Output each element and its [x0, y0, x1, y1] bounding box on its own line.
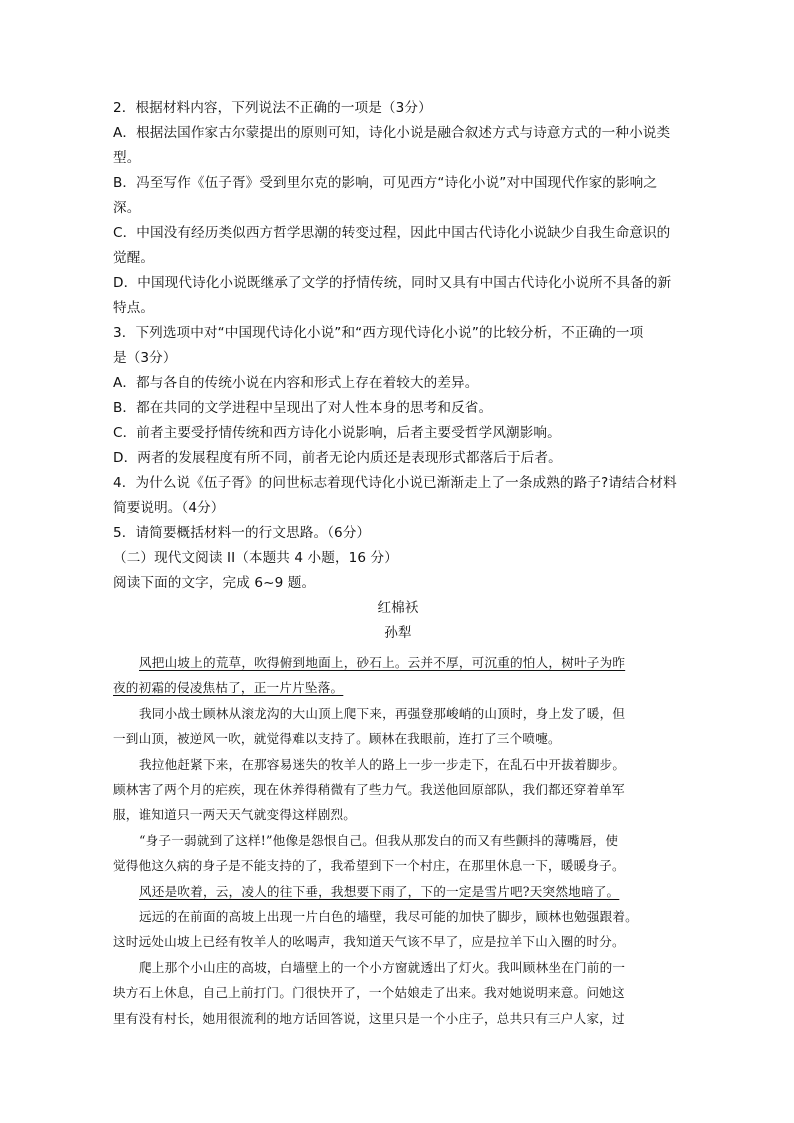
story-author: 孙犁 [384, 625, 412, 641]
q3-option-a: A．都与各自的传统小说在内容和形式上存在着较大的差异。 [113, 375, 479, 391]
q2-option-a-line1: A．根据法国作家古尔蒙提出的原则可知，诗化小说是融合叙述方式与诗意方式的一种小说类 [113, 125, 671, 141]
story-title: 红棉袄 [377, 600, 419, 616]
q2-option-b-line2: 深。 [113, 200, 141, 216]
q3-option-c: C．前者主要受抒情传统和西方诗化小说影响，后者主要受哲学风潮影响。 [113, 425, 561, 441]
q2-option-b-line1: B．冯至写作《伍子胥》受到里尔克的影响，可见西方“诗化小说”对中国现代作家的影响之 [113, 175, 658, 191]
q3-stem-line2: 是（3分） [113, 350, 177, 366]
q2-option-a-line2: 型。 [113, 150, 141, 166]
story-p2-line1: 我同小战士顾林从滚龙沟的大山顶上爬下来，再强登那峻峭的山顶时，身上发了暖，但 [139, 705, 626, 721]
story-p3-line3: 服，谁知道只一两天天气就变得这样剧烈。 [113, 807, 357, 823]
story-p1-line2: 夜的初霜的侵凌焦枯了，正一片片坠落。 [113, 680, 344, 696]
story-p4-line2: 觉得他这久病的身子是不能支持的了，我希望到下一个村庄，在那里休息一下，暖暖身子。 [113, 858, 625, 874]
q4-line1: 4．为什么说《伍子胥》的问世标志着现代诗化小说已渐渐走上了一条成熟的路子?请结合材料 [113, 475, 677, 491]
story-p4-line1: “身子一弱就到了这样!”他像是怨恨自己。但我从那发白的而又有些颤抖的薄嘴唇，使 [139, 832, 619, 848]
q3-option-b: B．都在共同的文学进程中呈现出了对人性本身的思考和反省。 [113, 400, 493, 416]
q2-option-c-line1: C．中国没有经历类似西方哲学思潮的转变过程，因此中国古代诗化小说缺少自我生命意识的 [113, 225, 671, 241]
story-p7-line3: 里有没有村长，她用很流利的地方话回答说，这里只是一个小庄子，总共只有三户人家，过 [113, 1010, 625, 1026]
story-p6-line2: 这时远处山坡上已经有牧羊人的吆喝声，我知道天气该不早了，应是拉羊下山入圈的时分。 [113, 934, 625, 950]
story-p2-line2: 一到山顶，被逆风一吹，就觉得难以支持了。顾林在我眼前，连打了三个喷嚏。 [113, 731, 561, 747]
q2-option-d-line2: 特点。 [113, 300, 155, 316]
story-p6-line1: 远远的在前面的高坡上出现一片白色的墙壁，我尽可能的加快了脚步，顾林也勉强跟着。 [139, 909, 638, 925]
q3-option-d: D．两者的发展程度有所不同，前者无论内质还是表现形式都落后于后者。 [113, 450, 562, 466]
section-heading: （二）现代文阅读 II（本题共 4 小题，16 分） [113, 550, 398, 566]
q2-stem: 2．根据材料内容，下列说法不正确的一项是（3分） [113, 100, 432, 116]
story-p7-line2: 块方石上休息，自己上前打门。门很快开了，一个姑娘走了出来。我对她说明来意。问她这 [113, 985, 625, 1001]
q4-line2: 简要说明。（4分） [113, 500, 225, 516]
q5: 5．请简要概括材料一的行文思路。（6分） [113, 525, 371, 541]
story-p1-line1: 风把山坡上的荒草，吹得俯到地面上，砂石上。云并不厚，可沉重的怕人，树叶子为昨 [139, 655, 626, 670]
q3-stem-line1: 3．下列选项中对“中国现代诗化小说”和“西方现代诗化小说”的比较分析，不正确的一项 [113, 325, 644, 341]
exam-page [113, 96, 683, 1031]
q2-option-c-line2: 觉醒。 [113, 250, 155, 266]
story-p5: 风还是吹着，云，凌人的往下垂，我想要下雨了，下的一定是雪片吧?天突然地暗了。 [139, 883, 620, 899]
story-p3-line1: 我拉他赶紧下来，在那容易迷失的牧羊人的路上一步一步走下，在乱石中开拔着脚步。 [139, 756, 626, 772]
story-p3-line2: 顾林害了两个月的疟疾，现在休养得稍微有了些力气。我送他回原部队，我们都还穿着单军 [113, 782, 625, 798]
q2-option-d-line1: D．中国现代诗化小说既继承了文学的抒情传统，同时又具有中国古代诗化小说所不具备的新 [113, 275, 672, 291]
story-p7-line1: 爬上那个小山庄的高坡，白墙壁上的一个小方窗就透出了灯火。我叫顾林坐在门前的一 [139, 959, 626, 975]
reading-instruction: 阅读下面的文字，完成 6~9 题。 [113, 575, 316, 591]
